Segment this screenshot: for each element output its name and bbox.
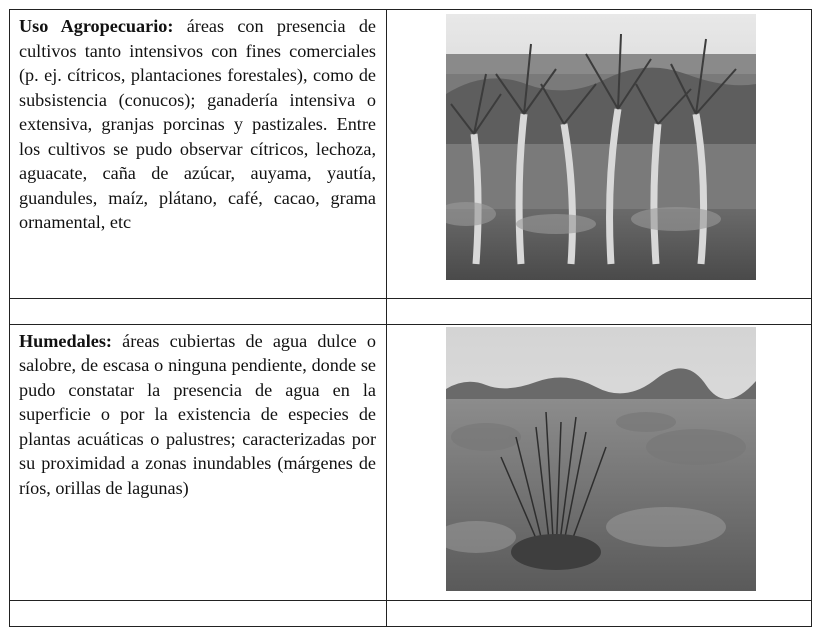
category-term: Humedales: bbox=[19, 330, 112, 351]
description-paragraph bbox=[10, 325, 386, 501]
table-row bbox=[10, 299, 812, 325]
table-row bbox=[10, 324, 812, 601]
photo-cell bbox=[387, 324, 812, 601]
photo-cell bbox=[387, 10, 812, 299]
land-use-table bbox=[9, 9, 812, 627]
empty-cell bbox=[387, 601, 812, 627]
table-row bbox=[10, 601, 812, 627]
description-paragraph bbox=[10, 10, 386, 235]
empty-cell bbox=[387, 299, 812, 325]
description-cell bbox=[10, 324, 387, 601]
table-row bbox=[10, 10, 812, 299]
category-description: áreas cubiertas de agua dulce o salobre, de escasa o ninguna pendiente, donde se pudo constatar la presencia de agua en la superficie o por la existencia de especies de plantas acuáticas o palustres; caracterizadas por su proximidad a zonas inundables (márgenes de ríos, orillas de lagunas) bbox=[19, 330, 376, 498]
empty-cell bbox=[10, 601, 387, 627]
category-term: Uso Agropecuario: bbox=[19, 16, 174, 36]
wetland-vegetation-photo bbox=[446, 327, 756, 591]
description-cell bbox=[10, 10, 387, 299]
empty-cell bbox=[10, 299, 387, 325]
category-description: áreas con presencia de cultivos tanto intensivos con fines comerciales (p. ej. cítricos, plantaciones forestales), como de subsistencia (conucos); ganadería intensiva o extensiva, granjas porcinas y pastizales. Entre los cultivos se pudo observar cítricos, lechoza, aguacate, caña de azúcar, auyama, yautía, guandules, maíz, plátano, café, cacao, grama ornamental, etc bbox=[19, 16, 376, 232]
agricultural-crops-photo bbox=[446, 14, 756, 280]
